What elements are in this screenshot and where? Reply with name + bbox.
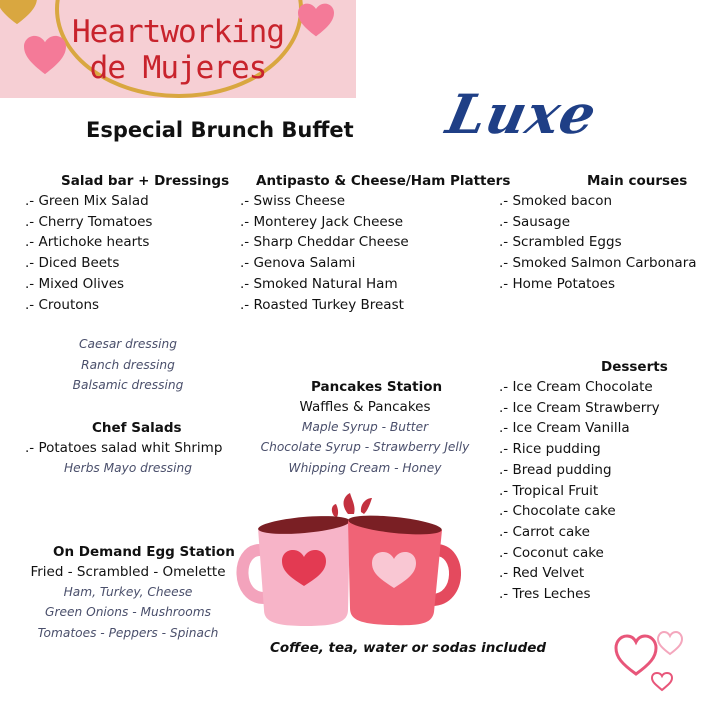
pancake-topping: Maple Syrup - Butter (301, 420, 429, 434)
antipasto-title: Antipasto & Cheese/Ham Platters (256, 173, 511, 189)
chef-salads-title: Chef Salads (92, 420, 182, 436)
salad-bar-title: Salad bar + Dressings (61, 173, 230, 189)
list-item: .- Home Potatoes (499, 275, 615, 292)
list-item: .- Artichoke hearts (25, 234, 150, 251)
egg-option: Tomatoes - Peppers - Spinach (37, 626, 219, 640)
list-item: .- Roasted Turkey Breast (240, 296, 404, 313)
egg-option: Ham, Turkey, Cheese (63, 585, 193, 599)
page-title: Especial Brunch Buffet (86, 118, 354, 142)
list-item: .- Croutons (25, 296, 100, 313)
egg-option: Green Onions - Mushrooms (45, 605, 211, 619)
hearts-decoration-icon (612, 622, 684, 694)
list-item: .- Ice Cream Vanilla (499, 420, 630, 437)
list-item: .- Bread pudding (499, 461, 612, 478)
list-item: .- Swiss Cheese (240, 193, 346, 209)
list-item: .- Mixed Olives (25, 275, 125, 292)
egg-station-subtitle: Fried - Scrambled - Omelette (30, 564, 226, 580)
list-item: .- Smoked Salmon Carbonara (499, 255, 697, 272)
list-item: .- Scrambled Eggs (499, 234, 622, 251)
list-item: .- Ice Cream Chocolate (499, 379, 653, 395)
list-item: .- Chocolate cake (499, 503, 616, 520)
list-item: .- Genova Salami (240, 255, 356, 272)
egg-station-title: On Demand Egg Station (53, 544, 235, 560)
list-item: .- Tropical Fruit (499, 482, 599, 499)
list-item: .- Tres Leches (499, 586, 591, 603)
list-item: .- Sharp Cheddar Cheese (240, 234, 409, 251)
list-item: .- Smoked bacon (499, 193, 613, 209)
desserts-list (499, 377, 660, 605)
event-banner (0, 0, 356, 98)
list-item: .- Green Mix Salad (25, 193, 149, 209)
list-item: .- Smoked Natural Ham (240, 275, 398, 292)
list-item: .- Cherry Tomatoes (25, 213, 153, 230)
salad-bar-list (25, 191, 152, 315)
chef-salad-dressing: Herbs Mayo dressing (64, 461, 192, 475)
list-item: .- Coconut cake (499, 544, 604, 561)
banner-line1: Heartworking (72, 14, 284, 50)
dressing-item: Ranch dressing (81, 358, 175, 372)
chef-salad-item: .- Potatoes salad whit Shrimp (25, 440, 223, 456)
banner-line2: de Mujeres (89, 50, 267, 86)
luxe-logo: Luxe (441, 82, 603, 146)
main-courses-title: Main courses (587, 173, 688, 189)
dressing-item: Balsamic dressing (72, 378, 184, 392)
dressing-item: Caesar dressing (79, 337, 177, 351)
list-item: .- Ice Cream Strawberry (499, 399, 660, 416)
list-item: .- Carrot cake (499, 523, 590, 540)
pancakes-subtitle: Waffles & Pancakes (299, 399, 431, 415)
pancake-topping: Chocolate Syrup - Strawberry Jelly (260, 440, 470, 454)
main-courses-list (499, 191, 697, 295)
pancake-topping: Whipping Cream - Honey (288, 461, 442, 475)
pancakes-title: Pancakes Station (311, 379, 443, 395)
list-item: .- Rice pudding (499, 441, 601, 458)
list-item: .- Red Velvet (499, 565, 585, 582)
coffee-mugs-illustration (236, 490, 466, 628)
desserts-title: Desserts (601, 359, 668, 375)
list-item: .- Monterey Jack Cheese (240, 213, 404, 230)
list-item: .- Diced Beets (25, 255, 120, 272)
list-item: .- Sausage (499, 213, 571, 230)
antipasto-list (240, 191, 409, 315)
footer-note: Coffee, tea, water or sodas included (270, 640, 547, 656)
